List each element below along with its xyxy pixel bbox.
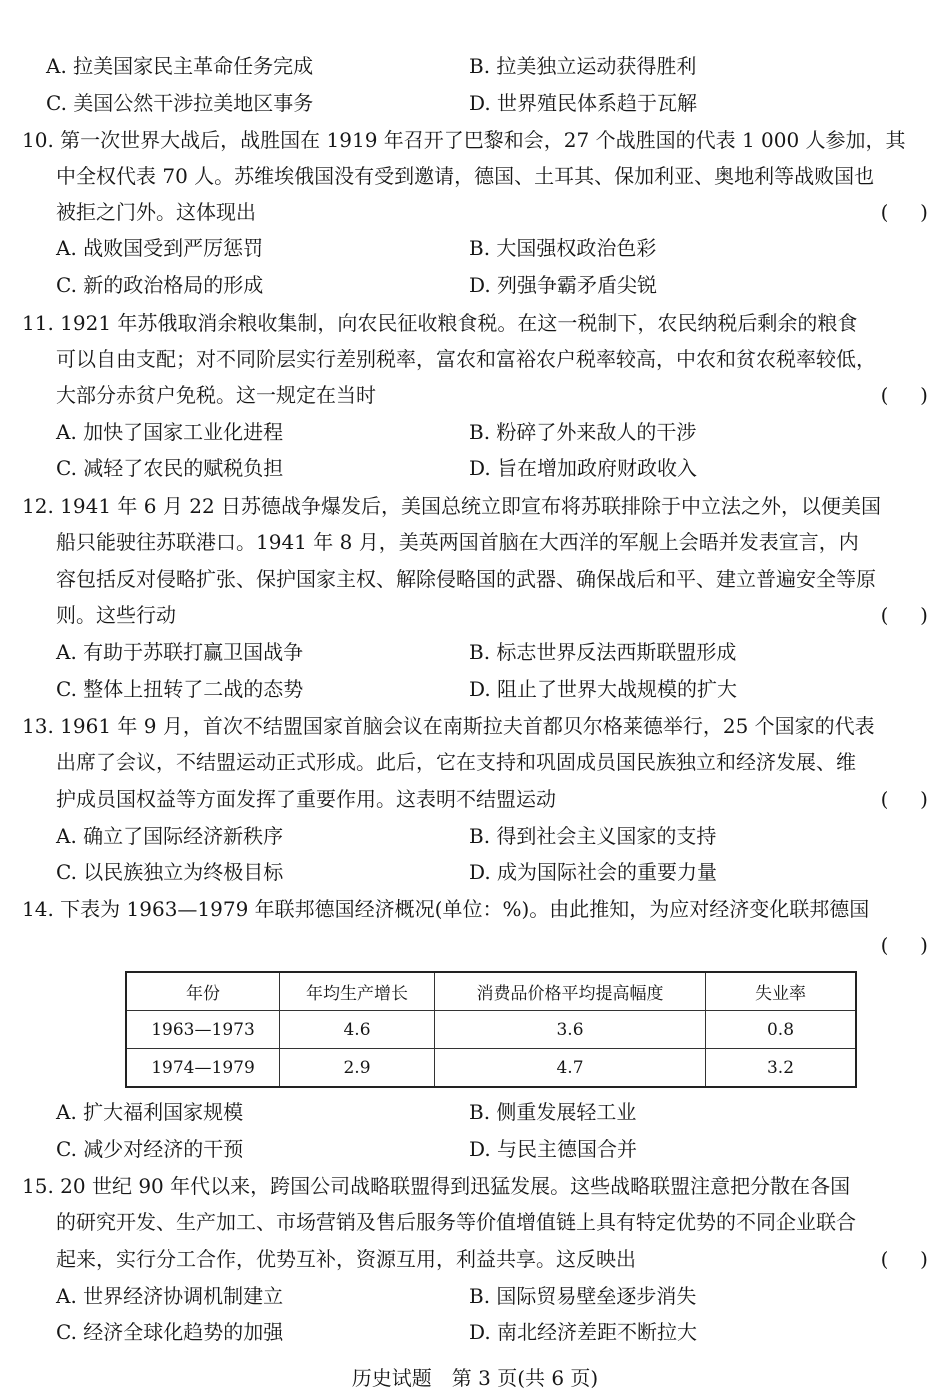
q12-option-b: B. 标志世界反法西斯联盟形成	[469, 640, 737, 664]
q11-stem-line-1: 11. 1921 年苏俄取消余粮收集制，向农民征收粮食税。在这一税制下，农民纳税后剩余的粮食	[22, 311, 858, 335]
table-cell: 3.2	[706, 1049, 857, 1088]
q14-answer-bracket: ( )	[880, 933, 928, 957]
table-row	[126, 1011, 856, 1049]
q11-answer-bracket: ( )	[880, 383, 928, 407]
q10-option-b: B. 大国强权政治色彩	[469, 236, 657, 260]
q10-option-d: D. 列强争霸矛盾尖锐	[469, 273, 658, 297]
q13-option-b: B. 得到社会主义国家的支持	[469, 824, 717, 848]
q15-option-d: D. 南北经济差距不断拉大	[469, 1320, 698, 1344]
q13-answer-bracket: ( )	[880, 787, 928, 811]
table-cell: 1963—1973	[126, 1011, 280, 1049]
q9-option-b: B. 拉美独立运动获得胜利	[469, 54, 697, 78]
table-header-row	[126, 972, 856, 1011]
q14-option-d: D. 与民主德国合并	[469, 1137, 638, 1161]
q12-option-c: C. 整体上扭转了二战的态势	[56, 677, 304, 701]
q12-stem-line-3: 容包括反对侵略扩张、保护国家主权、解除侵略国的武器、确保战后和平、建立普遍安全等原	[56, 567, 876, 591]
table-row	[126, 1049, 856, 1088]
page-footer: 历史试题 第 3 页(共 6 页)	[351, 1366, 599, 1390]
q9-option-a: A. 拉美国家民主革命任务完成	[46, 54, 314, 78]
q15-stem-line-1: 15. 20 世纪 90 年代以来，跨国公司战略联盟得到迅猛发展。这些战略联盟注意把分散在各国	[22, 1174, 851, 1198]
table-header: 年均生产增长	[280, 972, 435, 1011]
q12-stem-line-1: 12. 1941 年 6 月 22 日苏德战争爆发后，美国总统立即宣布将苏联排除于中立法之外，以便美国	[22, 494, 882, 518]
q15-option-b: B. 国际贸易壁垒逐步消失	[469, 1284, 697, 1308]
q10-option-c: C. 新的政治格局的形成	[56, 273, 264, 297]
q15-answer-bracket: ( )	[880, 1247, 928, 1271]
table-cell: 1974—1979	[126, 1049, 280, 1088]
q10-stem-line-1: 10. 第一次世界大战后，战胜国在 1919 年召开了巴黎和会，27 个战胜国的代表 1 000 人参加，其	[22, 128, 906, 152]
q15-option-a: A. 世界经济协调机制建立	[56, 1284, 284, 1308]
table-header: 失业率	[706, 972, 857, 1011]
table-cell: 0.8	[706, 1011, 857, 1049]
q15-stem-line-2: 的研究开发、生产加工、市场营销及售后服务等价值增值链上具有特定优势的不同企业联合	[56, 1210, 856, 1234]
q14-option-c: C. 减少对经济的干预	[56, 1137, 244, 1161]
q11-option-c: C. 减轻了农民的赋税负担	[56, 456, 284, 480]
table-cell: 4.6	[280, 1011, 435, 1049]
q14-option-a: A. 扩大福利国家规模	[56, 1100, 244, 1124]
q10-stem-line-2: 中全权代表 70 人。苏维埃俄国没有受到邀请，德国、土耳其、保加利亚、奥地利等战败国也	[56, 164, 875, 188]
table-cell: 4.7	[435, 1049, 706, 1088]
q13-stem-line-3: 护成员国权益等方面发挥了重要作用。这表明不结盟运动	[56, 787, 556, 811]
q13-option-c: C. 以民族独立为终极目标	[56, 860, 284, 884]
table-header: 年份	[126, 972, 280, 1011]
economy-table	[125, 971, 857, 1088]
q12-stem-line-4: 则。这些行动	[56, 603, 176, 627]
q13-stem-line-1: 13. 1961 年 9 月，首次不结盟国家首脑会议在南斯拉夫首都贝尔格莱德举行，25 个国家的代表	[22, 714, 875, 738]
q14-option-b: B. 侧重发展轻工业	[469, 1100, 637, 1124]
q9-option-d: D. 世界殖民体系趋于瓦解	[469, 91, 698, 115]
q13-option-a: A. 确立了国际经济新秩序	[56, 824, 284, 848]
q12-stem-line-2: 船只能驶往苏联港口。1941 年 8 月，美英两国首脑在大西洋的军舰上会晤并发表宣言，内	[56, 530, 859, 554]
q10-option-a: A. 战败国受到严厉惩罚	[56, 236, 264, 260]
q15-stem-line-3: 起来，实行分工合作，优势互补，资源互用，利益共享。这反映出	[56, 1247, 636, 1271]
q12-option-a: A. 有助于苏联打赢卫国战争	[56, 640, 304, 664]
q11-stem-line-3: 大部分赤贫户免税。这一规定在当时	[56, 383, 376, 407]
q12-option-d: D. 阻止了世界大战规模的扩大	[469, 677, 738, 701]
table-header: 消费品价格平均提高幅度	[435, 972, 706, 1011]
table-cell: 2.9	[280, 1049, 435, 1088]
q11-option-d: D. 旨在增加政府财政收入	[469, 456, 698, 480]
q11-option-b: B. 粉碎了外来敌人的干涉	[469, 420, 697, 444]
q10-stem-line-3: 被拒之门外。这体现出	[56, 200, 256, 224]
q11-stem-line-2: 可以自由支配；对不同阶层实行差别税率，富农和富裕农户税率较高，中农和贫农税率较低，	[56, 347, 876, 371]
q10-answer-bracket: ( )	[880, 200, 928, 224]
q11-option-a: A. 加快了国家工业化进程	[56, 420, 284, 444]
table-cell: 3.6	[435, 1011, 706, 1049]
q12-answer-bracket: ( )	[880, 603, 928, 627]
q13-stem-line-2: 出席了会议，不结盟运动正式形成。此后，它在支持和巩固成员国民族独立和经济发展、维	[56, 750, 856, 774]
q15-option-c: C. 经济全球化趋势的加强	[56, 1320, 284, 1344]
q13-option-d: D. 成为国际社会的重要力量	[469, 860, 718, 884]
q14-stem-line-1: 14. 下表为 1963—1979 年联邦德国经济概况(单位：%)。由此推知，为应对经济变化联邦德国	[22, 897, 870, 921]
q9-option-c: C. 美国公然干涉拉美地区事务	[46, 91, 314, 115]
